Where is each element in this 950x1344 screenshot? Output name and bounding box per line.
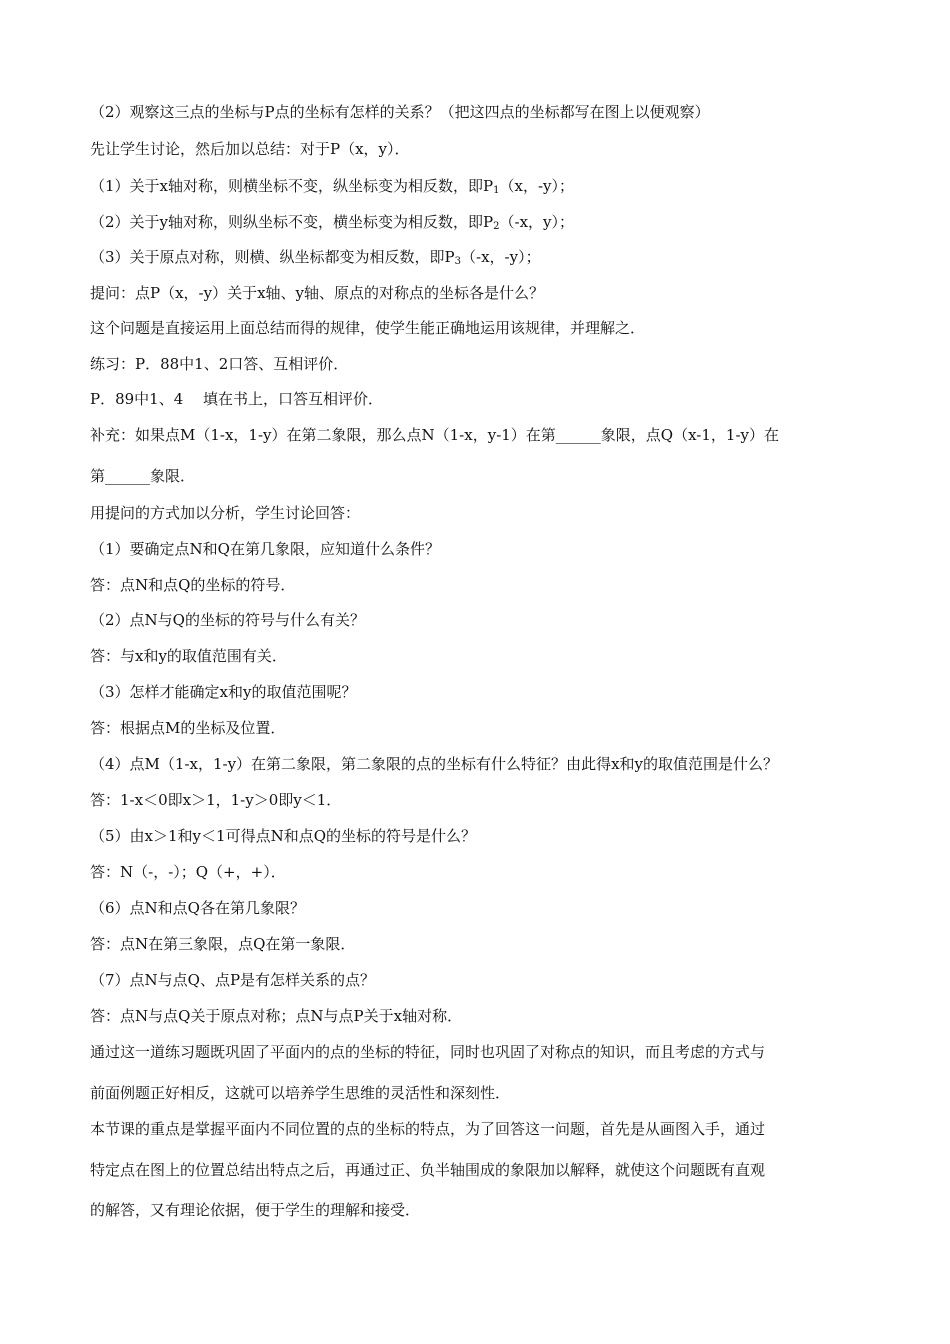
- subscript: 2: [493, 221, 500, 232]
- paragraph-line: 前面例题正好相反，这就可以培养学生思维的灵活性和深刻性．: [90, 1084, 511, 1102]
- paragraph-line: （2）观察这三点的坐标与P点的坐标有怎样的关系？（把这四点的坐标都写在图上以便观察）: [90, 103, 710, 121]
- paragraph-line: 答：1-x＜0即x＞1，1-y＞0即y＜1．: [90, 791, 342, 809]
- paragraph-line: 答：与x和y的取值范围有关．: [90, 647, 287, 665]
- line-text: （x，-y）；: [499, 177, 574, 195]
- paragraph-line: 先让学生讨论，然后加以总结：对于P（x，y）．: [90, 140, 410, 158]
- paragraph-line: （4）点M（1-x，1-y）在第二象限，第二象限的点的坐标有什么特征？由此得x和y的取值范围是什么？: [90, 755, 778, 773]
- paragraph-line: 通过这一道练习题既巩固了平面内的点的坐标的特征，同时也巩固了对称点的知识，而且考虑的方式与: [90, 1043, 766, 1061]
- paragraph-line: [90, 247, 541, 267]
- paragraph-line: （6）点N和点Q各在第几象限？: [90, 899, 305, 917]
- paragraph-line: P．89中1、4 填在书上，口答互相评价．: [90, 390, 384, 408]
- paragraph-line: [90, 176, 574, 196]
- line-text: （-x，y）；: [499, 213, 575, 231]
- paragraph-line: 答：点N与点Q关于原点对称；点N与点P关于x轴对称．: [90, 1007, 463, 1025]
- paragraph-line: 练习：P．88中1、2口答、互相评价．: [90, 355, 349, 373]
- line-text: （-x，-y）；: [461, 248, 541, 266]
- paragraph-line: 答：N（-，-）；Q（+，+）．: [90, 863, 286, 881]
- paragraph-line: 答：点N在第三象限，点Q在第一象限．: [90, 935, 356, 953]
- paragraph-line: （2）点N与Q的坐标的符号与什么有关？: [90, 611, 365, 629]
- paragraph-line: 用提问的方式加以分析，学生讨论回答：: [90, 504, 361, 522]
- paragraph-line: （3）怎样才能确定x和y的取值范围呢？: [90, 683, 357, 701]
- paragraph-line: 第______象限．: [90, 467, 196, 485]
- subscript: 3: [454, 256, 462, 267]
- paragraph-line: 答：点N和点Q的坐标的符号．: [90, 576, 296, 594]
- paragraph-line: 这个问题是直接运用上面总结而得的规律，使学生能正确地运用该规律，并理解之．: [90, 319, 646, 337]
- paragraph-line: （1）要确定点N和Q在第几象限，应知道什么条件？: [90, 540, 440, 558]
- paragraph-line: 答：根据点M的坐标及位置．: [90, 719, 286, 737]
- paragraph-line: [90, 212, 574, 232]
- paragraph-line: 本节课的重点是掌握平面内不同位置的点的坐标的特点，为了回答这一问题，首先是从画图入手，通过: [90, 1120, 766, 1138]
- paragraph-line: 补充：如果点M（1-x，1-y）在第二象限，那么点N（1-x，y-1）在第______象限，点Q（x-1，1-y）在: [90, 426, 779, 444]
- subscript: 1: [493, 185, 500, 196]
- paragraph-line: （5）由x＞1和y＜1可得点N和点Q的坐标的符号是什么？: [90, 827, 476, 845]
- paragraph-line: 特定点在图上的位置总结出特点之后，再通过正、负半轴围成的象限加以解释，就使这个问题既有直观: [90, 1161, 766, 1179]
- paragraph-line: （7）点N与点Q、点P是有怎样关系的点？: [90, 971, 376, 989]
- line-text: （1）关于x轴对称，则横坐标不变，纵坐标变为相反数，即P: [90, 177, 494, 195]
- paragraph-line: 的解答，又有理论依据，便于学生的理解和接受．: [90, 1201, 421, 1219]
- line-text: （2）关于y轴对称，则纵坐标不变，横坐标变为相反数，即P: [90, 213, 494, 231]
- paragraph-line: 提问：点P（x，-y）关于x轴、y轴、原点的对称点的坐标各是什么？: [90, 284, 545, 302]
- line-text: （3）关于原点对称，则横、纵坐标都变为相反数，即P: [90, 248, 455, 266]
